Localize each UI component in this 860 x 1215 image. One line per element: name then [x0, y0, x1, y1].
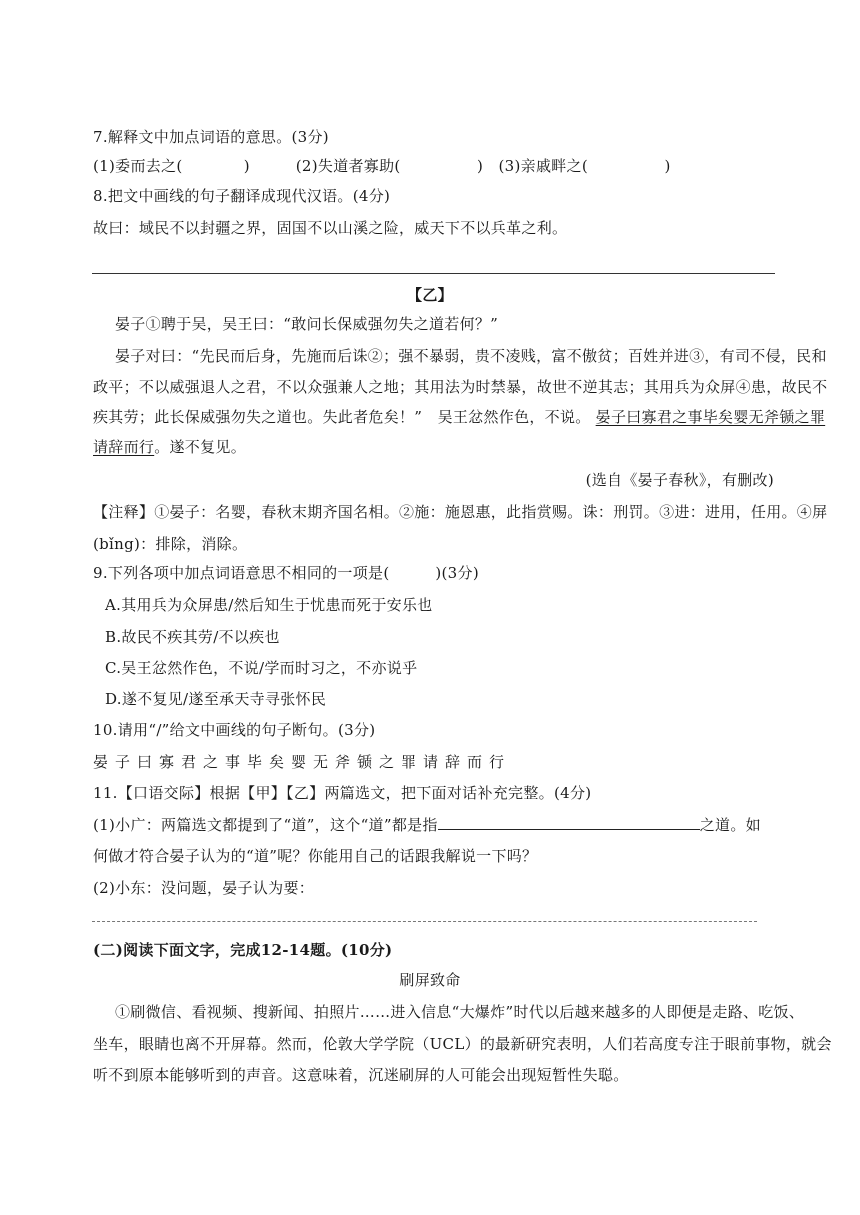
passage-b-line-4 — [93, 407, 825, 427]
passage-b-line-1: 晏子①聘于吴，吴王曰：“敢问长保威强勿失之道若何？” — [115, 315, 499, 333]
section2-line-2: 坐车，眼睛也离不开屏幕。然而，伦敦大学学院（UCL）的最新研究表明，人们若高度专注于眼前事物，就会 — [93, 1035, 832, 1053]
q9-option-d: D.遂不复见/遂至承天寺寻张怀民 — [105, 690, 327, 708]
passage-b-line-2: 晏子对曰：“先民而后身，先施而后诛②；强不暴弱，贵不凌贱，富不傲贫；百姓并进③，有司不侵，民和 — [115, 347, 827, 365]
notes-line-2: (bǐng)：排除，消除。 — [93, 535, 248, 553]
passage-b-source: (选自《晏子春秋》，有删改) — [585, 471, 774, 489]
passage-b-ending: 。遂不复见。 — [154, 438, 247, 456]
q11-line-2: 何做才符合晏子认为的“道”呢？你能用自己的话跟我解说一下吗？ — [93, 847, 538, 865]
section2-heading: (二)阅读下面文字，完成12-14题。(10分) — [93, 941, 393, 959]
q10-sentence: 晏子曰寡君之事毕矣婴无斧锧之罪请辞而行 — [93, 753, 512, 771]
q7-items: (1)委而去之( ) (2)失道者寡助( ) (3)亲戚畔之( ) — [93, 157, 671, 175]
passage-b-line-3: 政平；不以威强退人之君，不以众强兼人之地；其用法为时禁暴，故世不逆其志；其用兵为众屏④患，故民不 — [93, 378, 828, 396]
q8-sentence: 故曰：域民不以封疆之界，固国不以山溪之险，威天下不以兵革之利。 — [93, 219, 568, 237]
passage-b-line-4-text: 疾其劳；此长保威强勿失之道也。失此者危矣！” 吴王忿然作色，不说。 — [93, 408, 591, 426]
q7-title: 7.解释文中加点词语的意思。(3分) — [93, 128, 329, 146]
section2-line-3: 听不到原本能够听到的声音。这意味着，沉迷刷屏的人可能会出现短暂性失聪。 — [93, 1066, 629, 1084]
section2-line-1: ①刷微信、看视频、搜新闻、拍照片……进入信息“大爆炸”时代以后越来越多的人即便是走路、吃饭、 — [115, 1003, 805, 1021]
underlined-sentence: 晏子曰寡君之事毕矣婴无斧锧之罪 — [595, 408, 826, 426]
q9-option-c: C.吴王忿然作色，不说/学而时习之，不亦说乎 — [105, 659, 418, 677]
q9-option-a: A.其用兵为众屏患/然后知生于忧患而死于安乐也 — [105, 596, 433, 614]
q11-line-1-post: 之道。如 — [699, 816, 761, 834]
section2-title: 刷屏致命 — [399, 971, 461, 989]
q11-line-3: (2)小东：没问题，晏子认为要： — [93, 879, 315, 897]
notes-line-1: 【注释】①晏子：名婴，春秋末期齐国名相。②施：施恩惠，此指赏赐。诛：刑罚。③进：进用，任用。④屏 — [93, 503, 828, 521]
q11-title: 11.【口语交际】根据【甲】【乙】两篇选文，把下面对话补充完整。(4分) — [93, 784, 592, 802]
section-divider-bottom — [92, 921, 757, 922]
section-divider-top — [92, 273, 775, 274]
underlined-sentence-cont: 请辞而行 — [93, 438, 155, 456]
passage-b-line-5 — [93, 437, 246, 457]
q8-title: 8.把文中画线的句子翻译成现代汉语。(4分) — [93, 187, 391, 205]
q11-line-1 — [93, 815, 761, 835]
q11-line-1-pre: (1)小广：两篇选文都提到了“道”，这个“道”都是指 — [93, 816, 438, 834]
answer-blank[interactable] — [438, 828, 700, 830]
passage-b-heading: 【乙】 — [407, 286, 453, 304]
q9-title: 9.下列各项中加点词语意思不相同的一项是( )(3分) — [93, 564, 479, 582]
q10-title: 10.请用“/”给文中画线的句子断句。(3分) — [93, 721, 376, 739]
q9-option-b: B.故民不疾其劳/不以疾也 — [105, 628, 280, 646]
